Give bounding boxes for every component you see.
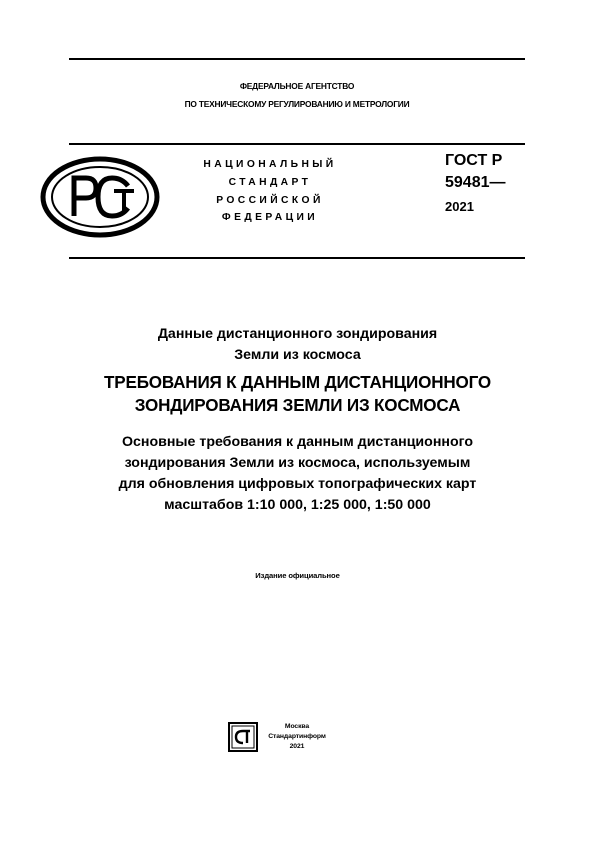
national-line-4: ФЕДЕРАЦИИ	[221, 212, 319, 224]
national-line-3: РОССИЙСКОЙ	[216, 194, 324, 206]
national-standard-label	[190, 156, 350, 227]
subtitle-line-3: для обновления цифровых топографических карт	[118, 476, 477, 492]
standartinform-logo-icon	[228, 722, 258, 752]
top-rule	[69, 58, 525, 60]
publisher-year: 2021	[289, 743, 305, 750]
gost-year: 2021	[445, 199, 474, 214]
middle-rule	[69, 143, 525, 145]
national-line-2: СТАНДАРТ	[228, 176, 312, 188]
national-line-1: НАЦИОНАЛЬНЫЙ	[203, 159, 337, 170]
subtitle	[0, 432, 595, 516]
gost-label: ГОСТ Р	[445, 152, 503, 169]
publisher-city: Москва	[284, 723, 310, 730]
subtitle-line-2: зондирования Земли из космоса, используемым	[124, 455, 471, 471]
agency-line-2: ПО ТЕХНИЧЕСКОМУ РЕГУЛИРОВАНИЮ И МЕТРОЛОГИИ	[184, 99, 410, 109]
subject-line-1: Данные дистанционного зондирования	[157, 326, 438, 342]
rst-emblem-icon	[40, 156, 160, 238]
subject-line-2: Земли из космоса	[234, 347, 361, 363]
main-title-line-2: ЗОНДИРОВАНИЯ ЗЕМЛИ ИЗ КОСМОСА	[134, 396, 461, 415]
gost-number: 59481—	[445, 174, 506, 191]
publisher-name: Стандартинформ	[268, 733, 326, 740]
publisher-imprint	[262, 722, 332, 752]
agency-line-1: ФЕДЕРАЛЬНОЕ АГЕНТСТВО	[239, 81, 355, 91]
bottom-rule	[69, 257, 525, 259]
gost-designation	[445, 150, 506, 218]
official-edition-note: Издание официальное	[255, 571, 340, 580]
subtitle-line-4: масштабов 1:10 000, 1:25 000, 1:50 000	[164, 497, 431, 513]
subject-heading	[0, 324, 595, 366]
main-title	[0, 371, 595, 417]
main-title-line-1: ТРЕБОВАНИЯ К ДАННЫМ ДИСТАНЦИОННОГО	[104, 373, 491, 392]
subtitle-line-1: Основные требования к данным дистанционного	[121, 434, 474, 450]
